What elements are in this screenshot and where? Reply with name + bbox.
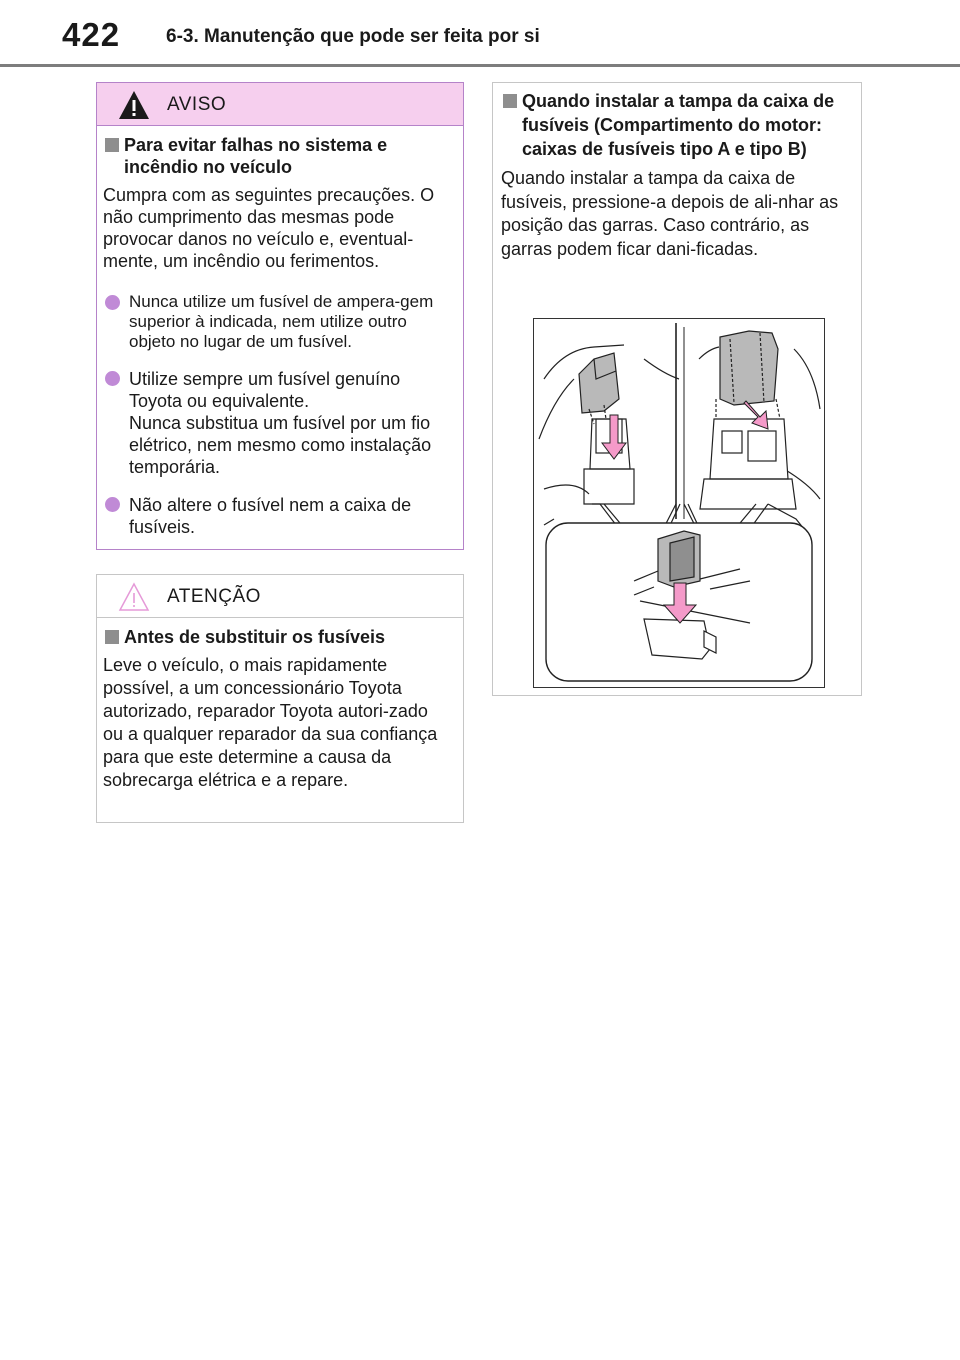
warning-box-header	[97, 83, 463, 126]
warning-item-text: Nunca utilize um fusível de ampera-gem superior à indicada, nem utilize outro objeto no lugar de um fusível.	[129, 292, 434, 351]
fuse-cover-heading-text: Quando instalar a tampa da caixa de fusíveis (Compartimento do motor: caixas de fusíveis tipo A e tipo B)	[522, 91, 835, 159]
page-number: 422	[62, 16, 121, 53]
warning-item	[103, 368, 451, 478]
round-bullet-icon	[105, 371, 120, 386]
caution-box	[96, 574, 464, 823]
fuse-box-cover-illustration	[533, 318, 825, 688]
fuse-box-drawing	[534, 319, 824, 687]
caution-heading	[103, 626, 451, 648]
caution-heading-text: Antes de substituir os fusíveis	[124, 627, 386, 647]
warning-heading-text: Para evitar falhas no sistema e incêndio no veículo	[124, 135, 388, 177]
caution-triangle-icon	[117, 581, 151, 613]
warning-item	[103, 292, 451, 352]
warning-label: AVISO	[167, 94, 227, 115]
section-title: 6-3. Manutenção que pode ser feita por si	[166, 26, 540, 47]
fuse-cover-body	[493, 83, 861, 261]
round-bullet-icon	[105, 497, 120, 512]
warning-item	[103, 494, 451, 538]
fuse-cover-box	[492, 82, 862, 696]
warning-box	[96, 82, 464, 550]
caution-box-body	[97, 618, 463, 792]
warning-item-text: Utilize sempre um fusível genuíno Toyota ou equivalente. Nunca substitua um fusível por um fio elétrico, nem mesmo como instalação temporária.	[129, 369, 432, 477]
warning-box-body	[97, 126, 463, 538]
page-header	[0, 0, 960, 66]
warning-triangle-icon	[117, 89, 151, 121]
warning-intro: Cumpra com as seguintes precauções. O não cumprimento das mesmas pode provocar danos no veículo e, eventual-mente, um incêndio ou ferimentos.	[103, 185, 435, 271]
caution-body: Leve o veículo, o mais rapidamente possível, a um concessionário Toyota autorizado, reparador Toyota autori-zado ou a qualquer reparador da sua confiança para que este determine a causa da sobrecarga elétrica e a repare.	[103, 655, 438, 790]
fuse-cover-text: Quando instalar a tampa da caixa de fusíveis, pressione-a depois de ali-nhar as posição das garras. Caso contrário, as garras podem ficar dani-ficadas.	[501, 168, 839, 259]
square-bullet-icon	[105, 630, 119, 644]
header-divider	[0, 64, 960, 67]
fuse-cover-heading	[501, 89, 849, 161]
caution-box-header	[97, 575, 463, 618]
square-bullet-icon	[503, 94, 517, 108]
warning-heading	[103, 134, 451, 178]
caution-label: ATENÇÃO	[167, 586, 261, 607]
round-bullet-icon	[105, 295, 120, 310]
warning-item-text: Não altere o fusível nem a caixa de fusíveis.	[129, 495, 412, 537]
square-bullet-icon	[105, 138, 119, 152]
